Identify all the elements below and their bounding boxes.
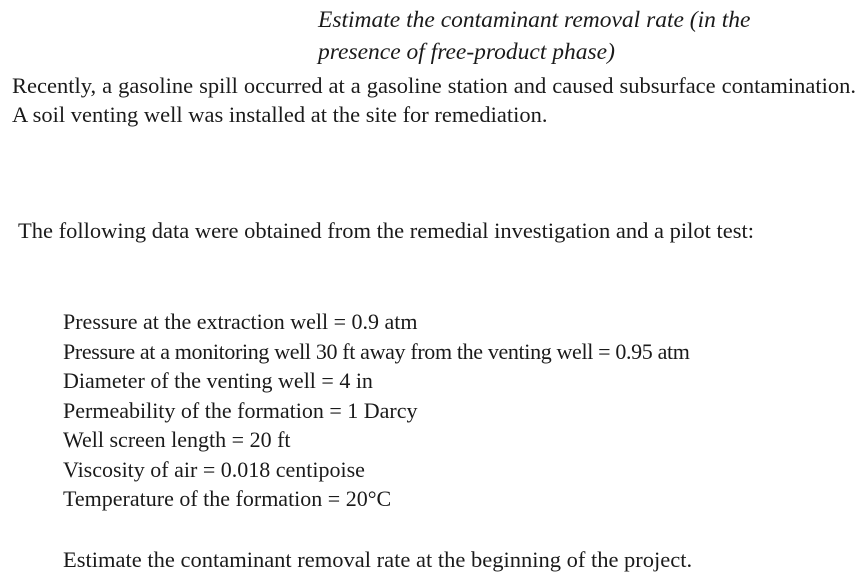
data-item-screen-length: Well screen length = 20 ft <box>63 427 291 452</box>
data-item-air-viscosity: Viscosity of air = 0.018 centipoise <box>63 456 365 482</box>
data-item-well-diameter: Diameter of the venting well = 4 in <box>63 368 373 393</box>
intro-paragraph: Recently, a gasoline spill occurred at a gasoline station and caused subsurface contamination. A soil venting well was installed at the site for remediation. <box>12 73 856 127</box>
data-item-permeability: Permeability of the formation = 1 Darcy <box>63 397 418 423</box>
given-data-list <box>63 307 863 514</box>
heading-line-2: presence of free-product phase) <box>318 39 615 65</box>
problem-heading <box>318 4 848 68</box>
question-paragraph: Estimate the contaminant removal rate at the beginning of the project. <box>63 547 693 572</box>
data-item-extraction-pressure: Pressure at the extraction well = 0.9 atm <box>63 309 418 334</box>
data-lead-paragraph: The following data were obtained from the remedial investigation and a pilot test: <box>18 218 755 243</box>
data-item-temperature: Temperature of the formation = 20°C <box>63 486 392 511</box>
heading-line-1: Estimate the contaminant removal rate (in the <box>318 7 751 33</box>
data-item-monitoring-pressure: Pressure at a monitoring well 30 ft away from the venting well = 0.95 atm <box>63 338 690 364</box>
